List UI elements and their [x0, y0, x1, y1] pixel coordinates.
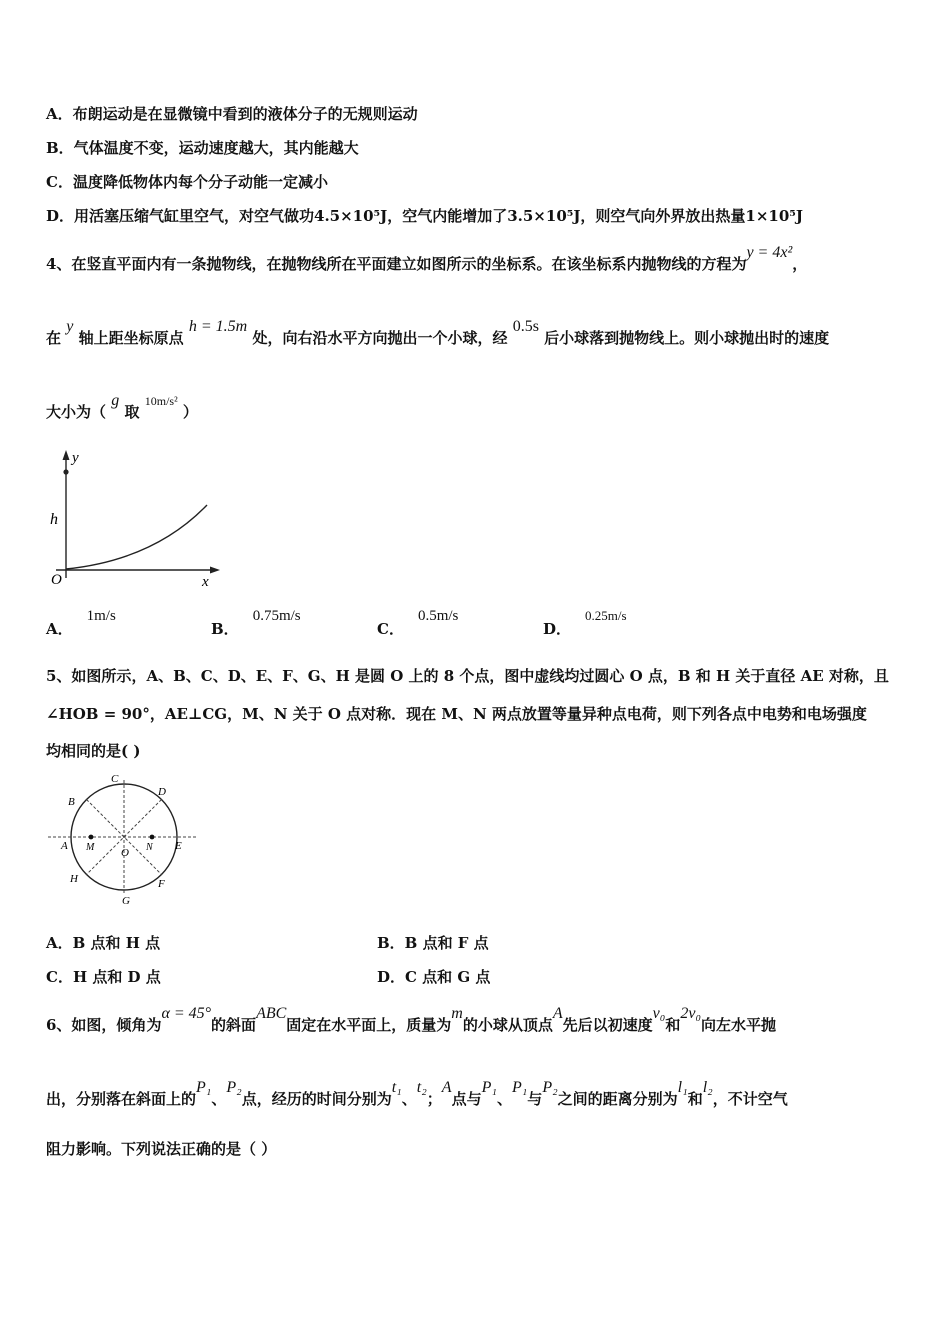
q4-option-c-value: 0.5m/s	[417, 608, 459, 624]
q3-option-b: B．气体温度不变，运动速度越大，其内能越大	[46, 139, 359, 157]
q5-label-d: D	[158, 786, 166, 798]
q6-text-2b: 点，经历的时间分别为	[241, 1090, 392, 1108]
q6-p1-symbol-3: P₁	[511, 1079, 528, 1096]
q3-option-a: A．布朗运动是在显微镜中看到的液体分子的无规则运动	[46, 105, 418, 123]
q6-p1-symbol: P₁	[196, 1079, 212, 1096]
q4-option-c	[377, 608, 459, 639]
q5-option-d: D．C 点和 G 点	[377, 968, 491, 986]
q4-g-symbol: g	[111, 392, 120, 409]
q4-option-c-letter: C．	[377, 620, 404, 638]
q4-line-3	[46, 392, 910, 422]
q4-comma: ，	[792, 255, 808, 273]
q6-line-2	[46, 1079, 910, 1109]
q6-sep-2: 、	[401, 1090, 417, 1108]
q6-p2-symbol: P₂	[226, 1079, 242, 1096]
q5-circle-diagram	[44, 770, 204, 905]
q4-option-b	[211, 608, 301, 639]
q6-v0-symbol: v₀	[652, 1005, 666, 1022]
q4-text-2c: 处，向右沿水平方向抛出一个小球，经	[252, 329, 508, 347]
q4-origin-label: O	[51, 572, 62, 588]
q6-text-2e: 与	[527, 1090, 543, 1108]
q6-text-2a: 出，分别落在斜面上的	[46, 1090, 197, 1108]
q4-g-value: 10m/s²	[144, 394, 178, 408]
q6-text-2h: ，不计空气	[712, 1090, 788, 1108]
q4-text-1: 4、在竖直平面内有一条抛物线，在抛物线所在平面建立如图所示的坐标系。在该坐标系内抛物线的方程为	[46, 255, 747, 273]
q6-a-symbol: A	[552, 1005, 563, 1022]
q5-label-e: E	[175, 840, 182, 852]
q5-label-n: N	[146, 842, 153, 853]
q4-height-value: h = 1.5m	[188, 318, 248, 335]
q6-m-symbol: m	[451, 1005, 463, 1022]
q4-option-b-letter: B．	[211, 620, 239, 638]
q5-point-n	[150, 835, 155, 840]
q4-option-d-letter: D．	[543, 620, 572, 638]
q4-text-2d: 后小球落到抛物线上。则小球抛出时的速度	[544, 329, 830, 347]
q6-line-3: 阻力影响。下列说法正确的是（ ）	[46, 1140, 277, 1158]
q4-time-value: 0.5s	[512, 318, 539, 335]
q5-label-m: M	[86, 842, 95, 853]
q4-text-3c: ）	[182, 403, 198, 421]
q4-text-3b: 取	[124, 403, 140, 421]
q6-2v0-symbol: 2v₀	[680, 1005, 702, 1022]
q6-p1-symbol-2: P₁	[481, 1079, 497, 1096]
q4-h-label: h	[50, 511, 58, 528]
q4-parabola-curve	[66, 505, 207, 569]
q4-option-d	[543, 608, 627, 639]
q6-angle-value: α = 45°	[161, 1005, 212, 1022]
q4-line-1	[46, 244, 910, 274]
q5-point-m	[89, 835, 94, 840]
q5-option-a: A．B 点和 H 点	[46, 934, 161, 952]
q6-text-2c: ；	[426, 1090, 442, 1108]
q6-text-1b: 的斜面	[211, 1016, 257, 1034]
q4-text-3a: 大小为（	[46, 403, 107, 421]
q4-option-d-value: 0.25m/s	[585, 608, 627, 623]
q6-text-2f: 之间的距离分别为	[557, 1090, 678, 1108]
q6-sep-3: 、	[496, 1090, 512, 1108]
q5-label-h: H	[70, 873, 78, 885]
q6-line-1	[46, 1005, 910, 1035]
q5-label-g: G	[122, 895, 130, 905]
q6-text-1d: 的小球从顶点	[462, 1016, 553, 1034]
q4-option-a-value: 1m/s	[86, 608, 116, 624]
q4-y-label: y	[72, 450, 79, 466]
q6-text-1c: 固定在水平面上，质量为	[286, 1016, 452, 1034]
q6-p2-symbol-2: P₂	[542, 1079, 558, 1096]
q5-option-b: B．B 点和 F 点	[377, 934, 489, 952]
q6-text-1a: 6、如图，倾角为	[46, 1016, 162, 1034]
q5-label-b: B	[68, 796, 75, 808]
q6-text-2d: 点与	[451, 1090, 482, 1108]
q3-option-d: D．用活塞压缩气缸里空气，对空气做功4.5×10⁵J，空气内能增加了3.5×10⁵J，则空气向外界放出热量1×10⁵J	[46, 207, 803, 225]
q6-l1-symbol: l₁	[677, 1079, 688, 1096]
q4-text-2b: 轴上距坐标原点	[78, 329, 184, 347]
q5-label-a: A	[61, 840, 68, 852]
q6-sep-1: 、	[211, 1090, 227, 1108]
q4-option-b-value: 0.75m/s	[252, 608, 301, 624]
q4-x-label: x	[202, 574, 209, 590]
q5-line-1: 5、如图所示，A、B、C、D、E、F、G、H 是圆 O 上的 8 个点，图中虚线均过圆心 O 点，B 和 H 关于直径 AE 对称，且	[46, 667, 889, 685]
q6-a-symbol-2: A	[441, 1079, 452, 1096]
q4-y-axis-symbol: y	[66, 318, 74, 335]
q6-t1-symbol: t₁	[391, 1079, 402, 1096]
q5-label-f: F	[158, 878, 165, 890]
q5-line-2: ∠HOB = 90°，AE⊥CG，M、N 关于 O 点对称．现在 M、N 两点放置等量异种点电荷，则下列各点中电势和电场强度	[46, 705, 867, 723]
q6-text-2g: 和	[687, 1090, 703, 1108]
q5-line-3: 均相同的是( )	[46, 742, 141, 760]
q3-option-c: C．温度降低物体内每个分子动能一定减小	[46, 173, 328, 191]
q4-y-axis-arrow	[63, 450, 70, 460]
q4-line-2	[46, 318, 910, 348]
q6-text-1e: 先后以初速度	[562, 1016, 653, 1034]
q6-abc-symbol: ABC	[256, 1005, 287, 1022]
q4-parabola-equation: y = 4x²	[746, 244, 793, 261]
q5-label-c: C	[111, 773, 119, 785]
q6-t2-symbol: t₂	[416, 1079, 427, 1096]
q4-text-2a: 在	[46, 329, 62, 347]
q4-option-a-letter: A．	[46, 620, 73, 638]
q6-text-1f: 和	[665, 1016, 681, 1034]
q4-x-axis-arrow	[210, 567, 220, 574]
q4-option-a	[46, 608, 116, 639]
q6-text-1g: 向左水平抛	[701, 1016, 777, 1034]
q4-launch-point	[63, 469, 68, 474]
q5-option-c: C．H 点和 D 点	[46, 968, 161, 986]
q6-l2-symbol: l₂	[702, 1079, 713, 1096]
q5-label-o: O	[121, 847, 129, 859]
q4-parabola-graph	[44, 448, 224, 593]
